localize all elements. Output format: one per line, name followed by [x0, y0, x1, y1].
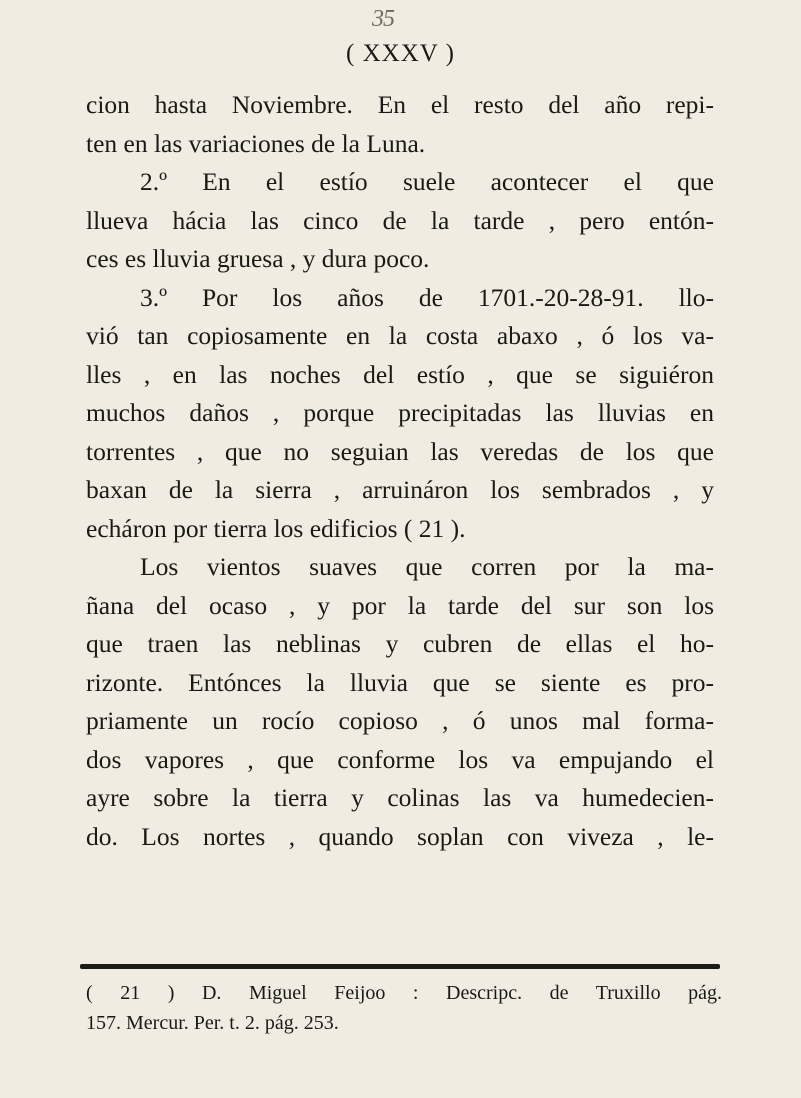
pencil-page-number: 35: [372, 6, 394, 32]
body-line: dos vapores , que conforme los va empujando el: [86, 744, 714, 774]
body-line: ces es lluvia gruesa , y dura poco.: [86, 244, 430, 273]
body-line: torrentes , que no seguian las veredas de los que: [86, 436, 714, 466]
body-line: vió tan copiosamente en la costa abaxo , ó los va-: [86, 321, 714, 350]
body-line: ten en las variaciones de la Luna.: [86, 128, 426, 158]
body-line: 3.º Por los años de 1701.-20-28-91. llo-: [140, 282, 714, 312]
body-line: Los vientos suaves que corren por la ma-: [140, 552, 714, 581]
body-line: llueva hácia las cinco de la tarde , pero entón-: [86, 205, 714, 235]
body-line: baxan de la sierra , arruináron los sembrados , y: [86, 475, 714, 504]
page-header: ( XXXV ): [346, 40, 455, 67]
body-line: 2.º En el estío suele acontecer el que: [140, 167, 714, 196]
body-line: cion hasta Noviembre. En el resto del año repi-: [86, 90, 714, 119]
body-line: do. Los nortes , quando soplan con viveza , le-: [86, 821, 714, 851]
body-line: lles , en las noches del estío , que se siguiéron: [86, 359, 714, 389]
footnote-rule: [80, 964, 720, 969]
footnote: [86, 978, 722, 1038]
body-line: rizonte. Entónces la lluvia que se siente es pro-: [86, 667, 714, 697]
body-line: ayre sobre la tierra y colinas las va humedecien-: [86, 783, 714, 812]
body-line: que traen las neblinas y cubren de ellas el ho-: [86, 629, 714, 658]
body-line: muchos daños , porque precipitadas las lluvias en: [86, 398, 714, 427]
body-line: priamente un rocío copioso , ó unos mal forma-: [86, 706, 714, 735]
body-line: ñana del ocaso , y por la tarde del sur son los: [86, 590, 714, 620]
footnote-line: 157. Mercur. Per. t. 2. pág. 253.: [86, 1012, 339, 1034]
footnote-line: ( 21 ) D. Miguel Feijoo : Descripc. de Truxillo pág.: [86, 982, 722, 1004]
body-line: echáron por tierra los edificios ( 21 ).: [86, 513, 466, 543]
body-text: [86, 86, 714, 856]
